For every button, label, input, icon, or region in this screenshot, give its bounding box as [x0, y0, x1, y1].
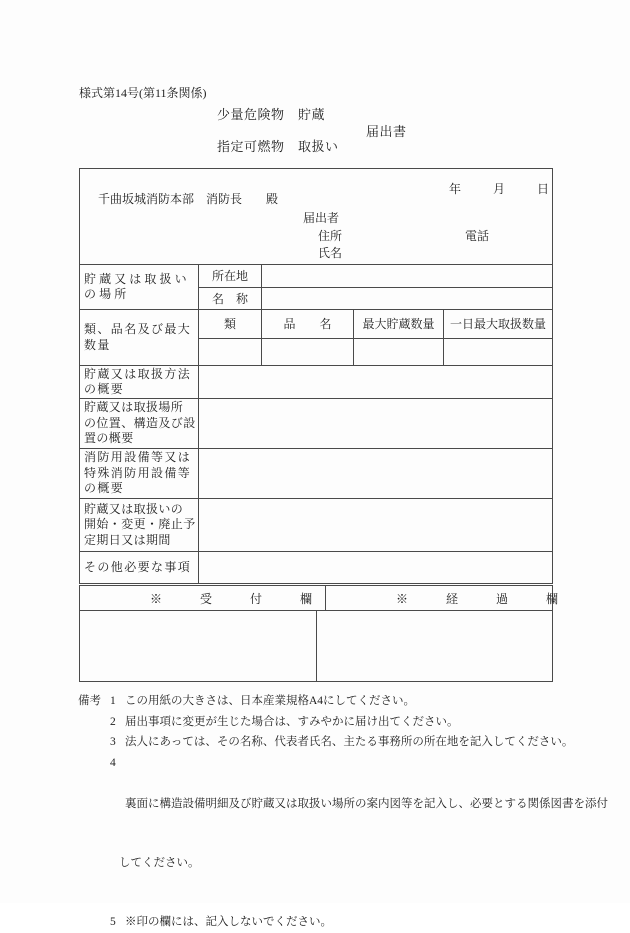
- label-line: 開始・変更・廃止予: [84, 517, 196, 532]
- quantity-grid: [198, 310, 552, 365]
- label-line: 数量: [84, 337, 111, 352]
- main-table: [79, 168, 553, 584]
- max-daily-value-cell[interactable]: [443, 338, 552, 366]
- note-text: [119, 753, 608, 913]
- label-line: の場所: [84, 287, 130, 301]
- name-label: 氏名: [318, 246, 343, 260]
- equipment-value-cell[interactable]: [198, 449, 552, 498]
- label-line: 貯蔵又は取扱場所: [84, 400, 184, 415]
- site-label: 所在地: [198, 265, 261, 287]
- notifier-label: 届出者: [303, 211, 340, 225]
- col-header-max-storage: 最大貯蔵数量: [353, 310, 443, 338]
- row-schedule: [80, 498, 552, 551]
- row-schedule-label: [80, 499, 198, 551]
- reception-stamp-cell[interactable]: [80, 611, 316, 681]
- note-text-line: 裏面に構造設備明細及び貯蔵又は取扱い場所の案内図等を記入し、必要とする関係図書を添付: [125, 797, 608, 810]
- note-number: 5: [110, 916, 116, 928]
- max-storage-value-cell[interactable]: [353, 338, 443, 366]
- stamp-table: [79, 585, 572, 682]
- col-header-max-daily: 一日最大取扱数量: [443, 310, 552, 338]
- label-line: 定期日又は期間: [84, 532, 171, 547]
- row-other-label: [80, 552, 198, 583]
- note-number: 1: [110, 695, 116, 707]
- label-line: 置の概要: [84, 431, 134, 446]
- label-line: 貯蔵又は取扱い: [84, 271, 190, 286]
- other-value-cell[interactable]: [198, 552, 552, 583]
- note-text: 届出事項に変更が生じた場合は、すみやかに届け出てください。: [125, 715, 459, 728]
- row-structure: [80, 398, 552, 448]
- label-line: 消防用設備等又は: [84, 450, 192, 465]
- label-line: 貯蔵又は取扱いの: [84, 501, 184, 516]
- note-item: [110, 732, 623, 753]
- product-name-value-cell[interactable]: [261, 338, 353, 366]
- title-option-handling: 指定可燃物 取扱い: [217, 139, 339, 154]
- stamp-header: [80, 586, 572, 611]
- progress-stamp-cell[interactable]: [316, 611, 553, 681]
- phone-label: 電話: [465, 229, 490, 243]
- method-value-cell[interactable]: [198, 366, 552, 398]
- note-number: 2: [110, 715, 116, 728]
- row-method-label: [80, 366, 198, 398]
- title-option-storage: 少量危険物 貯蔵: [217, 107, 326, 122]
- note-text: この用紙の大きさは、日本産業規格A4にしてください。: [125, 695, 416, 707]
- site-subrow: [198, 265, 552, 287]
- row-equipment: [80, 448, 552, 498]
- class-value-cell[interactable]: [198, 338, 261, 366]
- progress-column-header: ※ 経 過 欄: [325, 586, 571, 610]
- row-other: [80, 551, 552, 583]
- label-line: の概要: [84, 382, 125, 396]
- label-line: その他必要な事項: [84, 559, 192, 574]
- facility-name-label: 名 称: [198, 288, 261, 310]
- col-header-product-name: 品 名: [261, 310, 353, 338]
- facility-name-value-cell[interactable]: [261, 288, 552, 310]
- form-number: 様式第14号(第11条関係): [79, 86, 207, 100]
- note-item: [110, 753, 623, 913]
- date-day-label: 日: [537, 182, 550, 196]
- row-location-label: [80, 265, 198, 309]
- row-location-cells: [198, 265, 552, 309]
- row-equipment-label: [80, 449, 198, 498]
- label-line: 貯蔵又は取扱方法: [84, 366, 192, 381]
- note-number: 4: [110, 756, 116, 769]
- label-line: 類、品名及び最大: [84, 322, 192, 336]
- addressee-line: 千曲坂城消防本部 消防長 殿: [98, 192, 279, 206]
- notes-label: 備考: [78, 695, 101, 707]
- note-item: [78, 691, 623, 712]
- title-document-word: 届出書: [366, 124, 407, 139]
- label-line: の概要: [84, 481, 125, 496]
- label-line: の位置、構造及び設: [84, 415, 196, 430]
- note-text-line: してください。: [119, 857, 200, 869]
- name-subrow: [198, 287, 552, 310]
- reception-column-header: ※ 受 付 欄: [150, 591, 326, 606]
- row-method: [80, 365, 552, 398]
- row-quantity: [80, 309, 552, 365]
- note-text: ※印の欄には、記入しないでください。: [125, 916, 332, 928]
- date-year-label: 年: [449, 182, 462, 196]
- table-header-cell: [80, 169, 552, 264]
- site-value-cell[interactable]: [261, 265, 552, 287]
- schedule-value-cell[interactable]: [198, 499, 552, 551]
- notes-section: [78, 691, 623, 933]
- row-quantity-label: [80, 310, 198, 365]
- col-header-class: 類: [198, 310, 261, 338]
- row-location: [80, 264, 552, 309]
- label-line: 特殊消防用設備等: [84, 465, 192, 480]
- note-item: [110, 712, 623, 733]
- note-text: 法人にあっては、その名称、代表者氏名、主たる事務所の所在地を記入してください。: [125, 736, 574, 748]
- structure-value-cell[interactable]: [198, 399, 552, 448]
- stamp-body: [80, 611, 552, 681]
- note-number: 3: [110, 736, 116, 748]
- row-structure-label: [80, 399, 198, 448]
- address-label: 住所: [318, 229, 343, 243]
- date-month-label: 月: [493, 182, 506, 196]
- note-item: [110, 912, 623, 933]
